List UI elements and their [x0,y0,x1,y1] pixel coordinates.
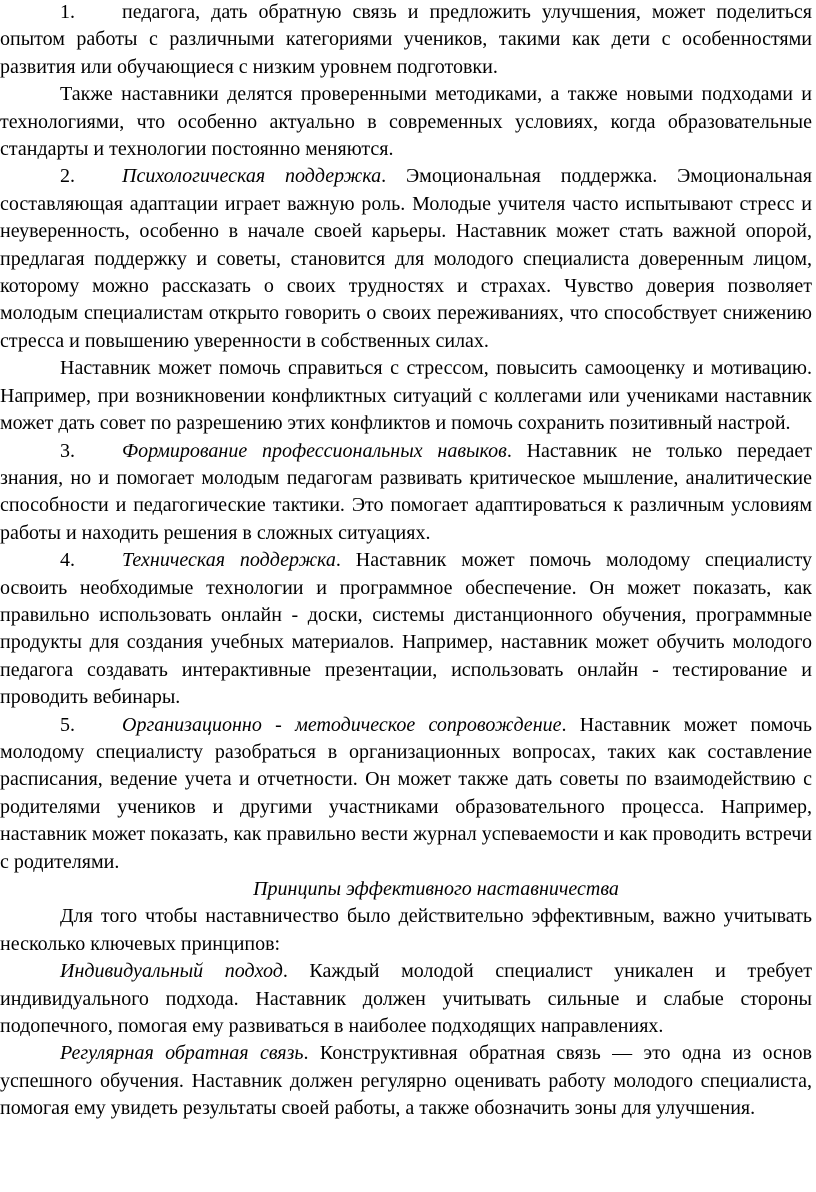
item-number: 5. [60,713,75,736]
item-title: Техническая поддержка [122,549,336,572]
paragraph-text: . Каждый молодой специалист уникален и требует индивидуального подхода. Наставник должен учитывать сильные и слабые стороны подопечного, помогая ему развиваться в наиболее подходящих направлениях. [0,960,812,1038]
item-title: Психологическая поддержка [122,165,382,188]
paragraph-text: Наставник может помочь справиться с стрессом, повысить самооценку и мотивацию. Например, при возникновении конфликтных ситуаций с коллегами или учениками наставник может дать совет по разрешению этих конфликтов и помочь сохранить позитивный настрой. [0,357,812,435]
section-heading: Принципы эффективного наставничества [253,878,619,900]
item-title: Формирование профессиональных навыков [122,439,507,462]
paragraph-text: . Конструктивная обратная связь — это одна из основ успешного обучения. Наставник должен регулярно оценивать работу молодого специалиста, помогая ему увидеть результаты своей работы, а также обозначить зоны для улучшения. [0,1042,812,1120]
item-number: 3. [60,439,75,462]
item-number: 4. [60,549,75,572]
paragraph [0,355,812,437]
paragraph [0,81,812,163]
paragraph-item-2 [0,163,812,355]
paragraph-text: Также наставники делятся проверенными методиками, а также новыми подходами и технологиями, что особенно актуально в современных условиях, когда образовательные стандарты и технологии постоянно меняются. [0,83,812,161]
paragraph-item-5 [0,712,812,876]
paragraph-text: . Наставник не только передает знания, но и помогает молодым педагогам развивать критическое мышление, аналитические способности и педагогические тактики. Это помогает адаптироваться к различным условиям работы и находить решения в сложных ситуациях. [0,439,812,544]
paragraph-text: . Наставник может помочь молодому специалисту освоить необходимые технологии и программное обеспечение. Он может показать, как правильно использовать онлайн - доски, системы дистанционного обучения, программные продукты для создания учебных материалов. Например, наставник может обучить молодого педагога создавать интерактивные презентации, использовать онлайн - тестирование и проводить вебинары. [0,549,813,709]
paragraph-text: . Наставник может помочь молодому специалисту разобраться в организационных вопросах, таких как составление расписания, ведение учета и отчетности. Он может также дать советы по взаимодействию с родителями учеников и другими участниками образовательного процесса. Например, наставник может показать, как правильно вести журнал успеваемости и как проводить встречи с родителями. [0,713,812,873]
item-number: 1. [60,1,75,23]
paragraph-text: педагога, дать обратную связь и предложить улучшения, может поделиться опытом работы с различными категориями учеников, такими как дети с особенностями развития или обучающиеся с низким уровнем подготовки. [0,1,812,78]
principle-title: Индивидуальный подход [60,960,283,983]
item-number: 2. [60,165,75,188]
paragraph-text: Для того чтобы наставничество было действительно эффективным, важно учитывать несколько ключевых принципов: [0,905,812,955]
paragraph-text: . Эмоциональная поддержка. Эмоциональная составляющая адаптации играет важную роль. Молодые учителя часто испытывают стресс и неуверенность, особенно в начале своей карьеры. Наставник может стать важной опорой, предлагая поддержку и советы, становится для молодого специалиста доверенным лицом, которому можно рассказать о своих трудностях и страхах. Чувство доверия позволяет молодым специалистам открыто говорить о своих переживаниях, что способствует снижению стресса и повышению уверенности в собственных силах. [0,165,812,352]
principle-title: Регулярная обратная связь [60,1042,304,1065]
paragraph-principle-2 [0,1040,812,1122]
paragraph-principle-1 [0,958,812,1040]
paragraph [0,903,812,958]
paragraph-item-4 [0,547,812,711]
paragraph-item-1 [0,0,812,81]
item-title: Организационно - методическое сопровождение [122,713,562,736]
paragraph-item-3 [0,438,812,548]
